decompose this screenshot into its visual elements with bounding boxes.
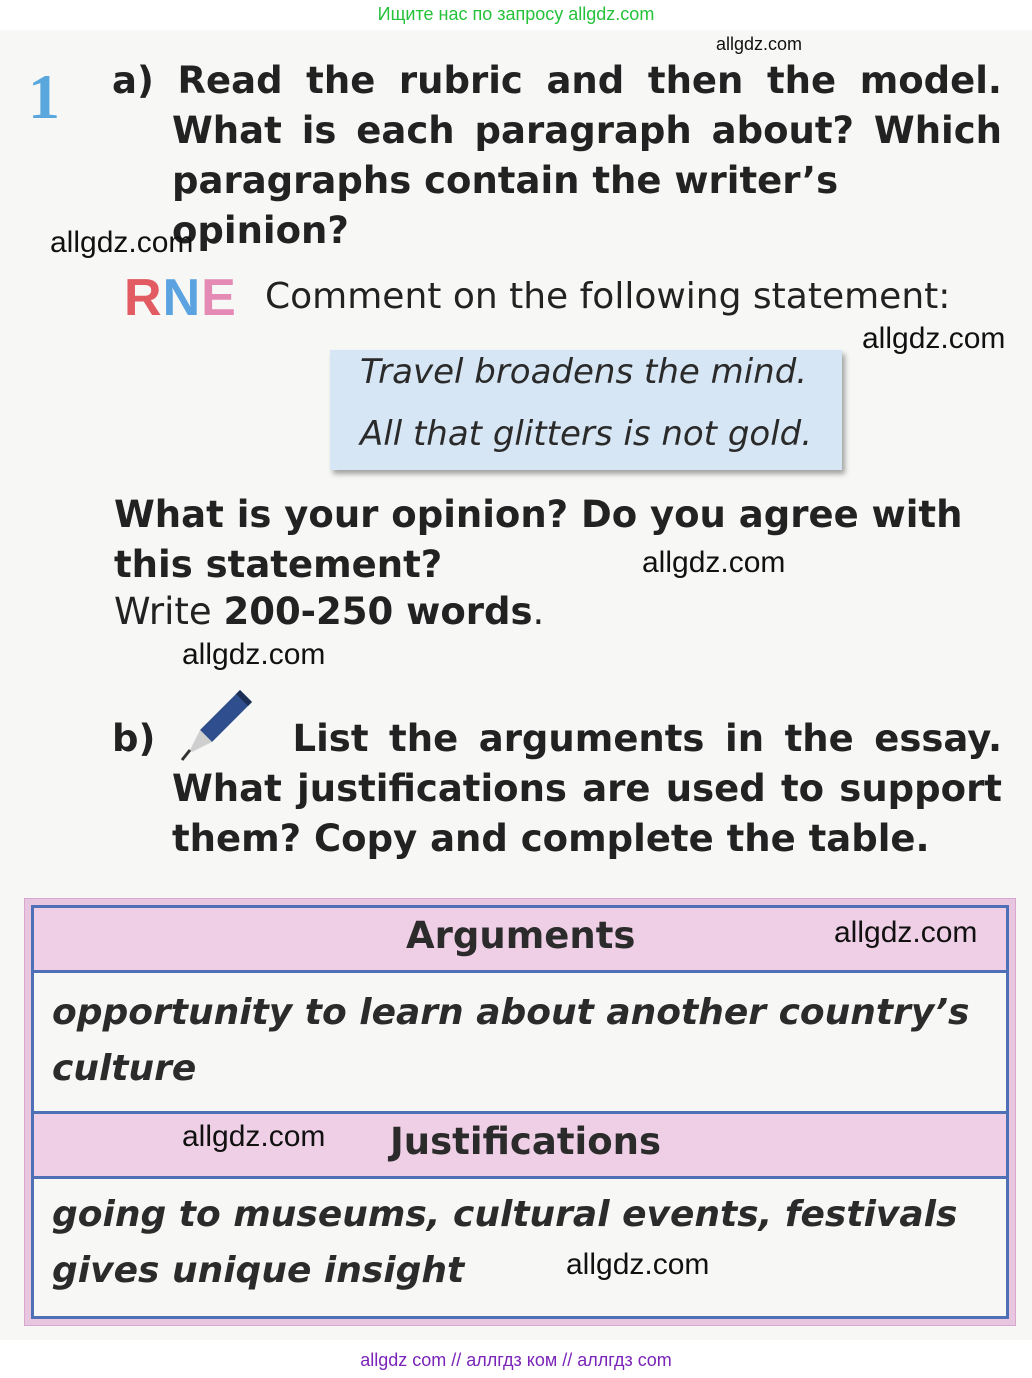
argument-row — [34, 973, 1006, 1114]
justifications-header: Justifications — [390, 1120, 661, 1163]
justifications-header-row — [34, 1114, 1006, 1179]
opinion-line-2: this statement? — [114, 543, 443, 586]
rne-letter-n: N — [162, 269, 202, 327]
rne-logo — [124, 268, 237, 328]
task-a-instructions — [112, 56, 1002, 256]
task-b-line-2: What justifications are used to support — [172, 767, 1002, 810]
task-b-text-1: List the arguments in the essay. — [292, 717, 1002, 760]
top-banner[interactable]: Ищите нас по запросу allgdz.com — [377, 4, 655, 24]
exercise-number: 1 — [28, 61, 60, 132]
word-count: 200-250 words — [223, 590, 533, 633]
watermark: allgdz.com — [834, 916, 978, 949]
justification-line-1: going to museums, cultural events, festivals — [52, 1194, 958, 1235]
rne-letter-e: E — [201, 269, 237, 327]
opinion-line-1: What is your opinion? Do you agree with — [114, 493, 963, 536]
table-body — [31, 905, 1009, 1319]
arguments-table — [24, 898, 1016, 1326]
write-prefix: Write — [114, 590, 224, 633]
task-a-line-3: paragraphs contain the writer’s opinion? — [172, 159, 839, 252]
statement-quote-1: Travel broadens the mind. — [360, 352, 808, 392]
argument-line-1: opportunity to learn about another country’s — [52, 992, 970, 1033]
watermark: allgdz.com — [182, 638, 326, 671]
argument-line-2: culture — [52, 1048, 197, 1089]
arguments-header: Arguments — [406, 914, 636, 957]
rne-letter-r: R — [124, 269, 163, 327]
watermark: allgdz.com — [182, 1120, 326, 1153]
watermark: allgdz.com — [716, 34, 803, 54]
watermark: allgdz.com — [566, 1248, 710, 1281]
task-a-line-2: What is each paragraph about? Which — [172, 109, 1002, 152]
statement-box — [330, 350, 842, 470]
task-a-text-1: Read the rubric and then the model. — [177, 59, 1002, 102]
footer-links[interactable]: allgdz com // аллгдз ком // аллгдз com — [360, 1350, 672, 1370]
task-a-line-1 — [112, 56, 1002, 106]
task-b-line-1 — [112, 714, 1002, 764]
task-b-label: b) — [112, 717, 156, 760]
task-a-label: a) — [112, 59, 154, 102]
word-count-instruction — [114, 590, 544, 633]
task-b-instructions — [112, 714, 1002, 864]
write-suffix: . — [532, 590, 545, 633]
justification-row — [34, 1179, 1006, 1313]
watermark: allgdz.com — [50, 226, 194, 259]
statement-quote-2: All that glitters is not gold. — [360, 414, 813, 454]
comment-instruction: Comment on the following statement: — [265, 276, 951, 317]
opinion-question — [114, 490, 974, 590]
justification-line-2: gives unique insight — [52, 1250, 465, 1291]
watermark: allgdz.com — [642, 546, 786, 579]
watermark: allgdz.com — [862, 322, 1006, 355]
task-b-line-3: them? Copy and complete the table. — [172, 817, 930, 860]
